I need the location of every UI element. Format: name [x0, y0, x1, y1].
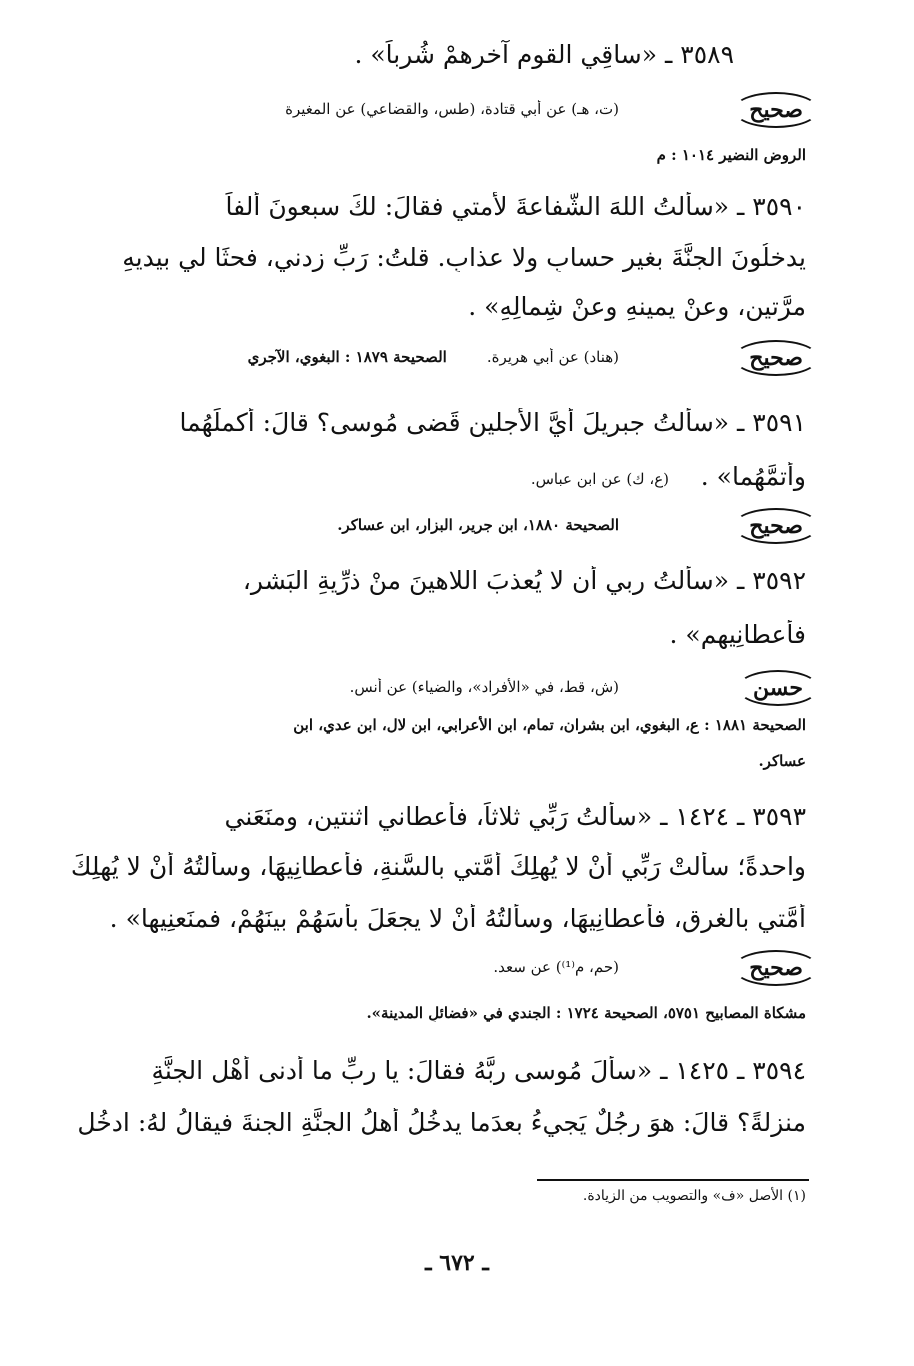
hadith-3590-line-2: يدخلُونَ الجنَّةَ بغيرِ حسابٍ ولا عذابٍ. قلتُ: رَبِّ زدني، فحثَا لي بيديهِ [122, 243, 806, 272]
hadith-3594-line-1: ٣٥٩٤ ـ ١٤٢٥ ـ «سألَ مُوسى ربَّهُ فقالَ: يا ربِّ ما أدنى أهْلِ الجنَّةِ [151, 1056, 806, 1085]
hadith-3591-line-2: وأتمَّهُما» . [700, 462, 806, 491]
hadith-3592-line-1: ٣٥٩٢ ـ «سألتُ ربي أن لا يُعذبَ اللاهينَ منْ ذرِّيةِ البَشرِ، [242, 566, 806, 595]
source-line: (ت، هـ) عن أبي قتادة، (طس، والقضاعي) عن المغيرة [285, 100, 619, 118]
source-line: (حم، م⁽¹⁾) عن سعد. [493, 958, 619, 976]
hadith-3591-line-1: ٣٥٩١ ـ «سألتُ جبريلَ أيَّ الأجلينِ قَضى مُوسى؟ قالَ: أكملَهُما [179, 408, 806, 437]
hadith-3590-line-1: ٣٥٩٠ ـ «سألتُ اللهَ الشَّفاعةَ لأُمتي فقالَ: لكَ سبعونَ ألفاً [225, 192, 806, 221]
grade-row-3593 [52, 950, 819, 990]
hadith-3593-line-3: أُمَّتي بالغرقِ، فأعطانِيهَا، وسألتُهُ أنْ لا يجعَلَ بأسَهُمْ بينَهُمْ، فمنَعنِيها» . [109, 904, 806, 933]
source-line: (ع، ك) عن ابن عباس. [530, 470, 669, 488]
grade-row-3590 [52, 340, 819, 380]
hadith-3594-line-2: منزِلةً؟ قالَ: هوَ رجُلٌ يَجيءُ بعدَما يدخُلُ أهلُ الجنَّةِ الجنةَ فيقالُ لهُ: ادخُلِ [77, 1108, 806, 1137]
source-text: (هناد) عن أبي هريرة. [486, 348, 619, 366]
grade-row-3592 [52, 670, 819, 710]
grade-badge: حسن [737, 670, 819, 706]
ref-inline: الصحيحة ١٨٧٩ : البغوي، الآجري [247, 348, 447, 366]
hadith-3589-line-1: ٣٥٨٩ ـ «ساقِي القومِ آخرِهمْ شُرباً» . [354, 40, 734, 69]
grade-badge: صحيح [733, 508, 819, 544]
ref-line-2: عساكر. [758, 752, 806, 770]
ref-line-1: الصحيحة ١٨٨١ : ع، البغوي، ابن بشران، تمام، ابن الأعرابي، ابن لال، ابن عدي، ابن [293, 716, 806, 734]
hadith-3593-line-2: واحدةً؛ سألتْ رَبِّي أنْ لا يُهلِكَ أُمَّتي بالسَّنةِ، فأعطانِيهَا، وسألتُهُ أنْ لا يُهلِكَ [70, 852, 806, 881]
grade-badge: صحيح [733, 92, 819, 128]
source-line [52, 348, 619, 366]
grade-badge: صحيح [733, 950, 819, 986]
grade-row-3591 [52, 508, 819, 548]
footnote: (١) الأصل «ف» والتصويب من الزيادة. [582, 1188, 806, 1204]
hadith-3590-line-3: مرَّتين، وعنْ يمينهِ وعنْ شِمالِهِ» . [468, 292, 806, 321]
footnote-rule [537, 1179, 809, 1181]
ref-line: الروض النضير ١٠١٤ : م [656, 146, 806, 164]
ref-line: مشكاة المصابيح ٥٧٥١، الصحيحة ١٧٢٤ : الجندي في «فضائلِ المدينة». [366, 1004, 806, 1022]
source-line: (ش، قط، في «الأفراد»، والضياء) عن أنس. [349, 678, 619, 696]
page-number: ـ ٦٧٢ ـ [425, 1250, 489, 1276]
hadith-3593-line-1: ٣٥٩٣ ـ ١٤٢٤ ـ «سألتُ رَبِّي ثلاثاً، فأعطاني اثنتينِ، ومنَعَني [224, 802, 806, 831]
hadith-3592-line-2: فأعطانِيهم» . [669, 620, 806, 649]
grade-row-3589 [52, 92, 819, 132]
grade-badge: صحيح [733, 340, 819, 376]
ref-line: الصحيحة ١٨٨٠، ابن جرير، البزار، ابن عساكر. [337, 516, 619, 534]
